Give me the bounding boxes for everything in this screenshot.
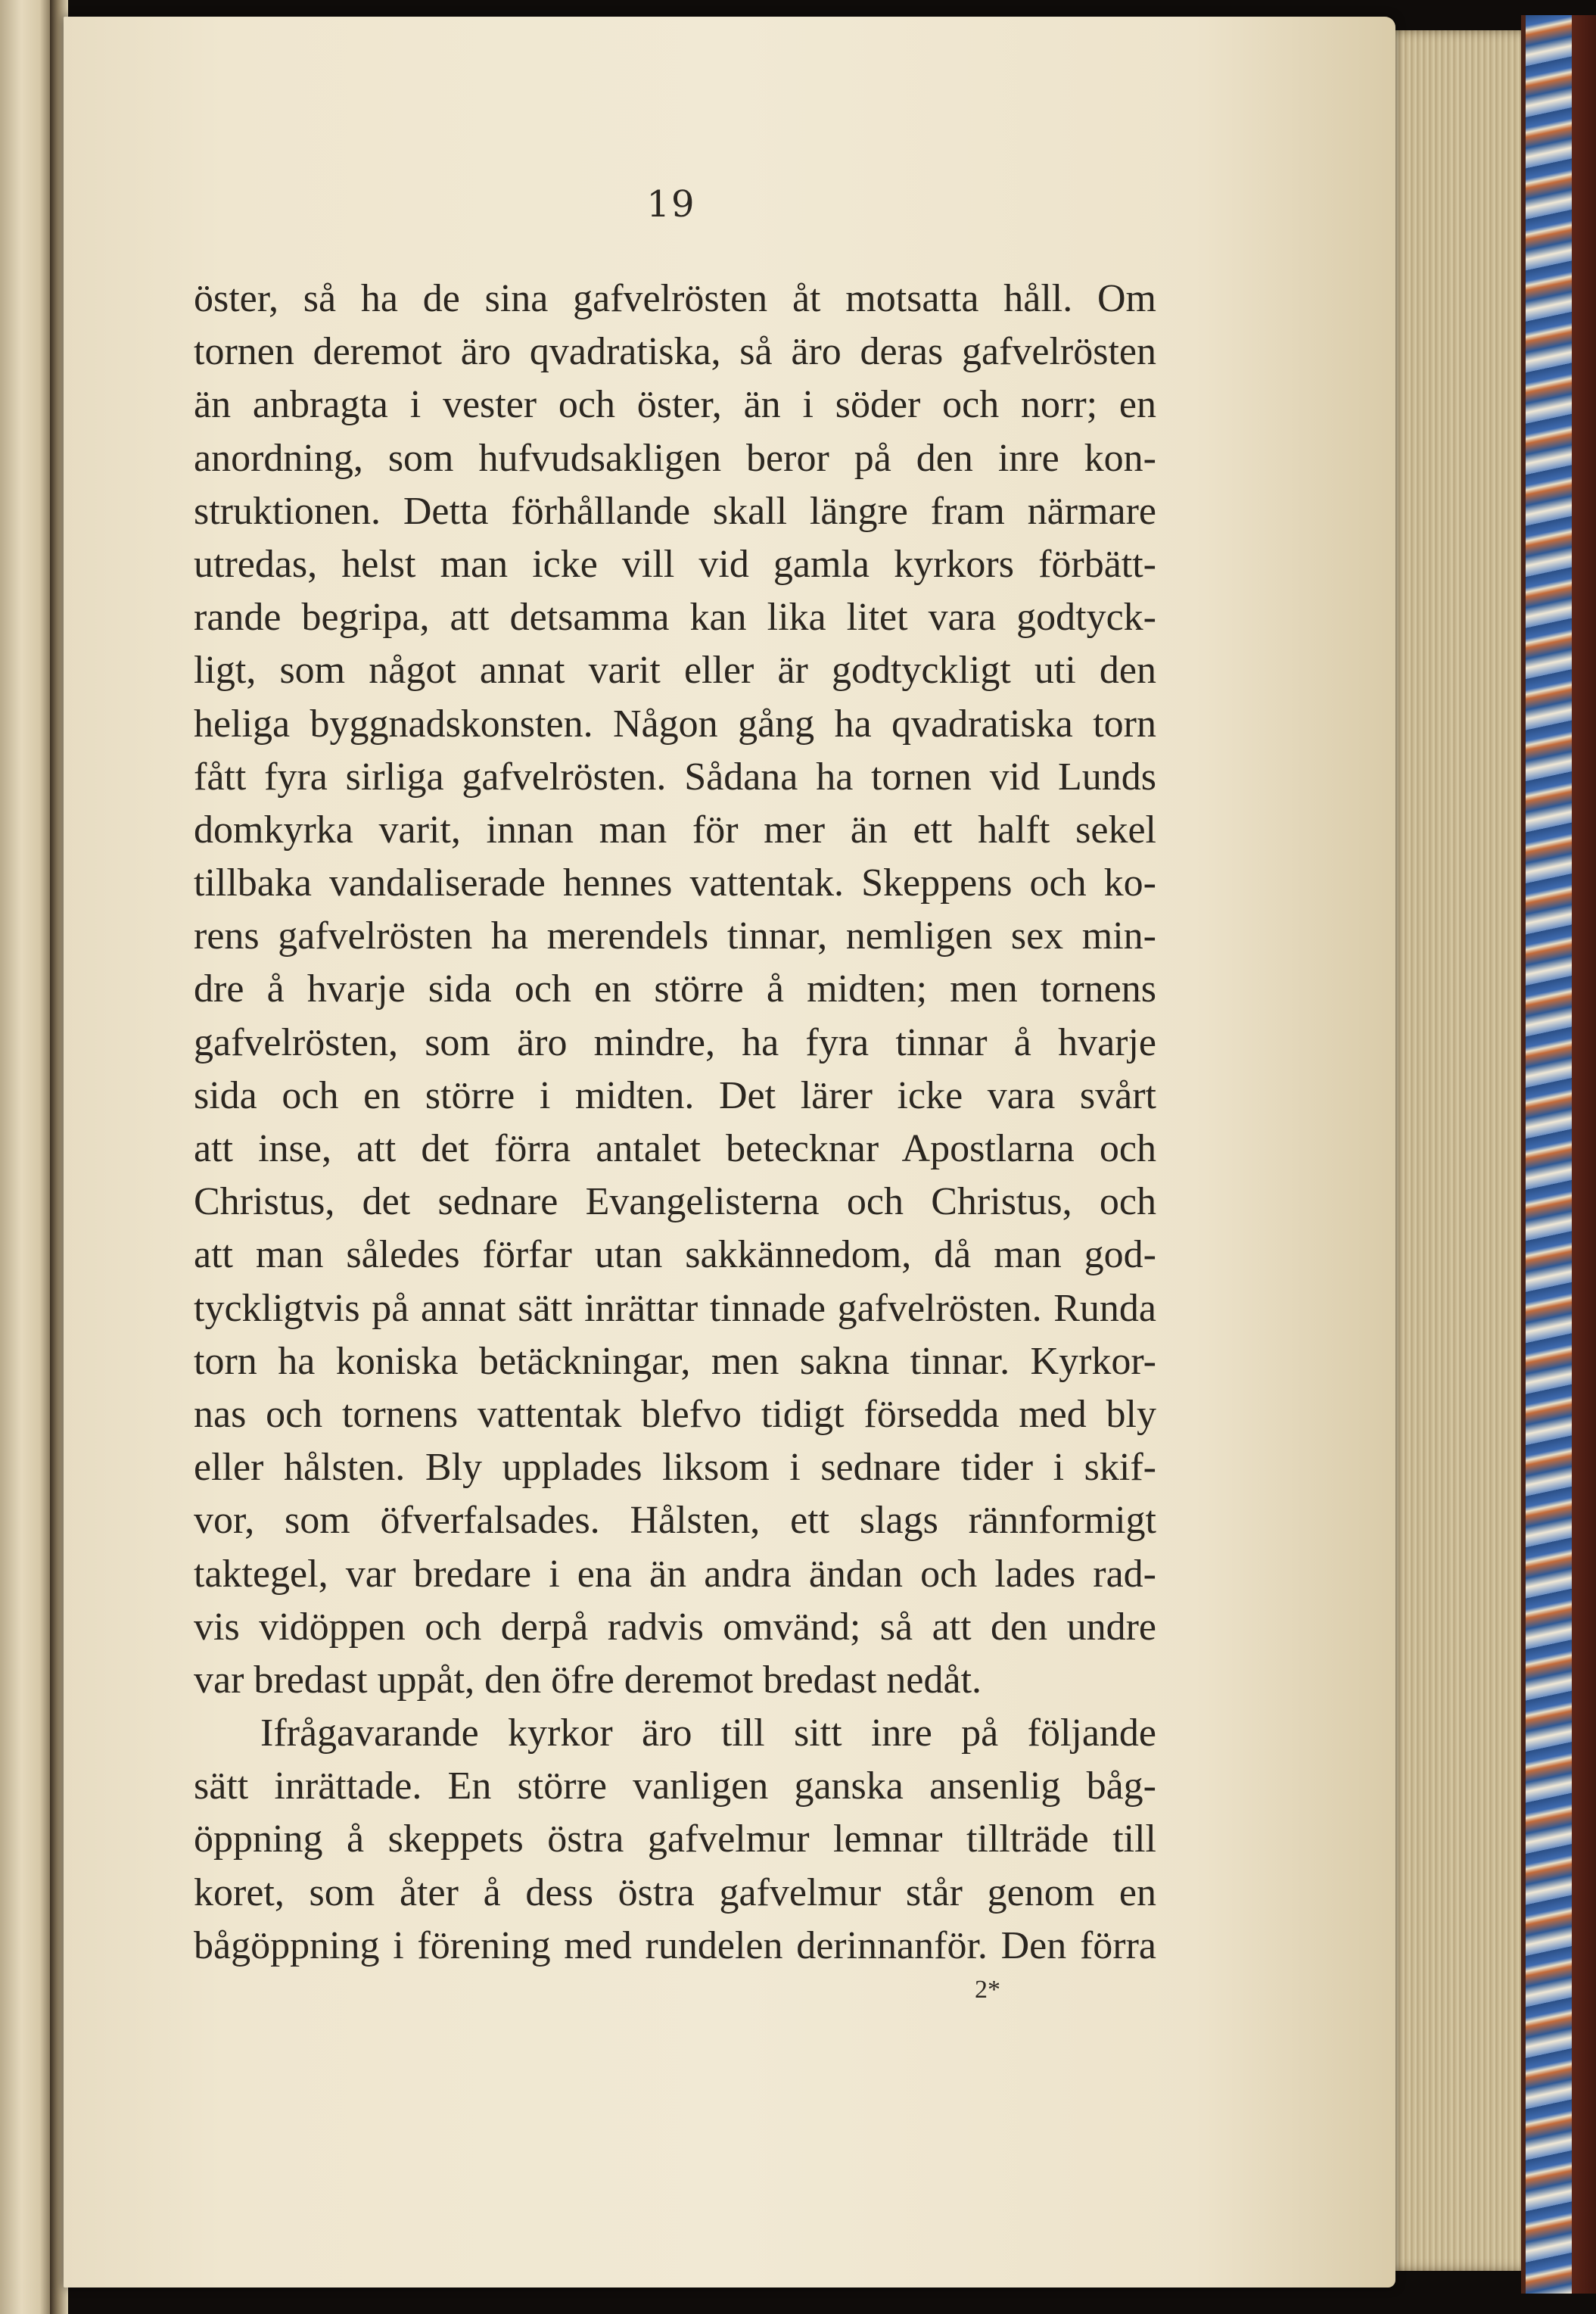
text-line: struktionen. Detta förhållande skall längre fram närmare [194,489,1156,533]
paragraph-end-line: var bredast uppåt, den öfre deremot bredast nedåt. [194,1658,982,1702]
text-line: eller hålsten. Bly upplades liksom i sednare tider i skif- [194,1446,1156,1490]
text-line: vis vidöppen och derpå radvis omvänd; så att den undre [194,1605,1156,1649]
text-line: ligt, som något annat varit eller är godtyckligt uti den [194,649,1156,693]
page-number: 19 [646,183,696,226]
text-line: heliga byggnadskonsten. Någon gång ha qvadratiska torn [194,702,1156,746]
text-line: Christus, det sednare Evangelisterna och Christus, och [194,1180,1156,1224]
text-line: gafvelrösten, som äro mindre, ha fyra tinnar å hvarje [194,1020,1156,1064]
signature-mark: 2* [975,1976,1000,2004]
text-line: nas och tornens vattentak blefvo tidigt försedda med bly [194,1392,1156,1436]
previous-page-edge [0,0,53,2314]
text-line: taktegel, var bredare i ena än andra ändan och lades rad- [194,1552,1156,1596]
page-fore-edge [1383,30,1535,2271]
text-line: öster, så ha de sina gafvelrösten åt motsatta håll. Om [194,277,1156,320]
text-line: anordning, som hufvudsakligen beror på den inre kon- [194,436,1156,480]
body-text [194,273,1156,1973]
paragraph-start-line: Ifrågavarande kyrkor äro till sitt inre på följande [260,1711,1156,1755]
text-line: vor, som öfverfalsades. Hålsten, ett slags rännformigt [194,1499,1156,1543]
text-line: att man således förfar utan sakkännedom, då man god- [194,1233,1156,1277]
marbled-cover-edge [1521,15,1596,2294]
text-line: tornen deremot äro qvadratiska, så äro deras gafvelrösten [194,330,1156,374]
text-line: utredas, helst man icke vill vid gamla kyrkors förbätt- [194,542,1156,586]
text-line: domkyrka varit, innan man för mer än ett halft sekel [194,808,1156,852]
text-line: sätt inrättade. En större vanligen ganska ansenlig båg- [194,1764,1156,1808]
text-line: rens gafvelrösten ha merendels tinnar, nemligen sex min- [194,914,1156,958]
text-line: rande begripa, att detsamma kan lika litet vara godtyck- [194,596,1156,640]
text-line: bågöppning i förening med rundelen derinnanför. Den förra [194,1923,1156,1967]
text-line: att inse, att det förra antalet betecknar Apostlarna och [194,1127,1156,1170]
text-line: torn ha koniska betäckningar, men sakna tinnar. Kyrkor- [194,1339,1156,1383]
text-line: tyckligtvis på annat sätt inrättar tinnade gafvelrösten. Runda [194,1286,1156,1330]
text-line: tillbaka vandaliserade hennes vattentak. Skeppens och ko- [194,861,1156,905]
text-line: sida och en större i midten. Det lärer icke vara svårt [194,1073,1156,1117]
text-line: öppning å skeppets östra gafvelmur lemnar tillträde till [194,1817,1156,1861]
text-line: koret, som åter å dess östra gafvelmur står genom en [194,1870,1156,1914]
text-line: än anbragta i vester och öster, än i söder och norr; en [194,383,1156,427]
text-line: dre å hvarje sida och en större å midten; men tornens [194,967,1156,1011]
text-line: fått fyra sirliga gafvelrösten. Sådana ha tornen vid Lunds [194,755,1156,799]
